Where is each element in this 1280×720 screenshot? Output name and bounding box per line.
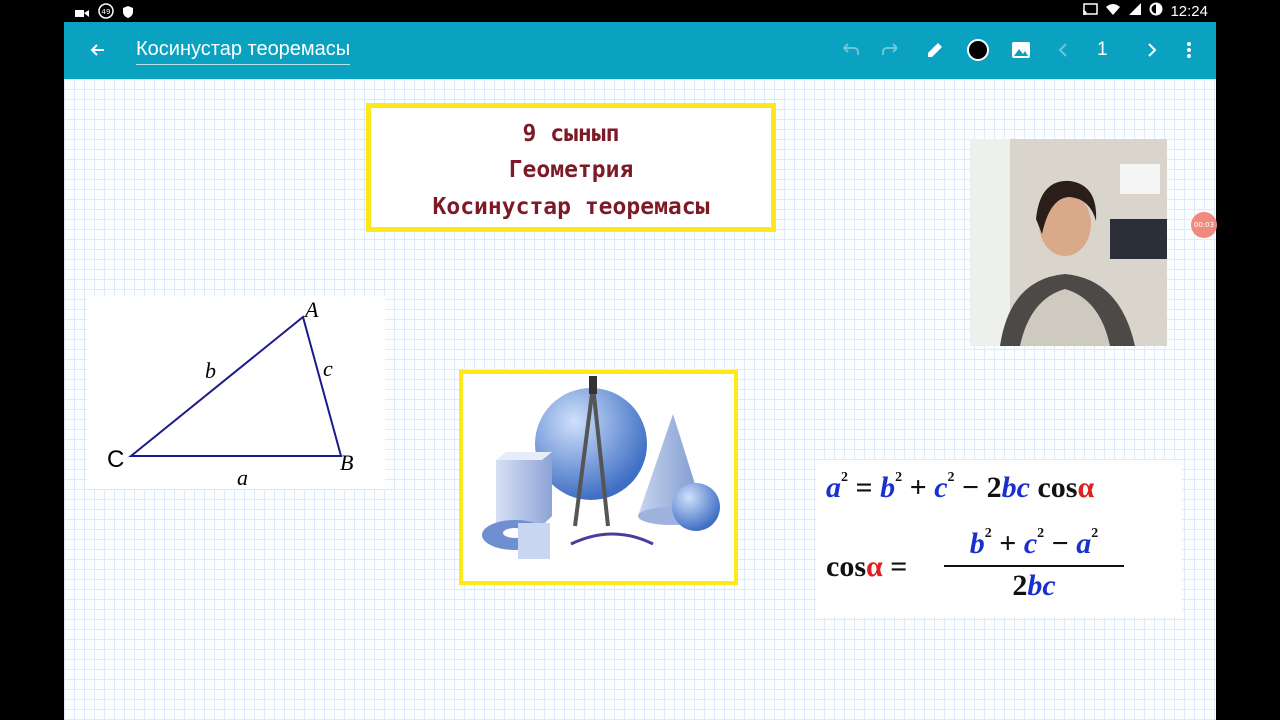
num-minus: − (1044, 527, 1077, 560)
more-vert-icon (1178, 39, 1200, 61)
page-number: 1 (1097, 39, 1108, 60)
pen-button[interactable] (921, 36, 949, 64)
num-b: b (969, 527, 985, 560)
side-b-label: b (205, 358, 216, 383)
undo-button[interactable] (835, 36, 863, 64)
back-button[interactable] (84, 36, 112, 64)
signal-icon (1128, 2, 1142, 20)
recording-timer-label: 00:03 (1193, 221, 1215, 229)
notification-badge-icon (98, 3, 114, 23)
num-exp-b: 2 (984, 526, 992, 541)
formula-line-1 (826, 470, 1094, 505)
undo-icon (838, 39, 860, 61)
num-exp-a: 2 (1091, 526, 1099, 541)
formula-alpha: α (1077, 471, 1095, 504)
exp-c: 2 (947, 470, 955, 485)
formula-minus-two: − 2 (954, 471, 1002, 504)
whiteboard-canvas[interactable] (64, 79, 1216, 720)
chevron-right-icon (1140, 39, 1162, 61)
formula-plus: + (902, 471, 935, 504)
formula-a: a (826, 471, 841, 504)
app-bar (64, 22, 1216, 79)
side-a-label: a (237, 465, 248, 489)
triangle-diagram[interactable] (87, 296, 385, 489)
title-topic: Косинустар теоремасы (432, 194, 710, 220)
previous-page-button[interactable] (1050, 36, 1078, 64)
formula-c: c (934, 471, 948, 504)
arrow-left-icon (84, 36, 112, 64)
redo-button[interactable] (878, 36, 906, 64)
color-swatch-icon (965, 37, 991, 63)
cosine-law-formula[interactable] (816, 460, 1182, 617)
insert-image-button[interactable] (1007, 36, 1035, 64)
title-card[interactable] (366, 103, 776, 232)
exp-b: 2 (895, 470, 903, 485)
num-a: a (1076, 527, 1092, 560)
num-plus: + (991, 527, 1024, 560)
battery-icon (1149, 2, 1163, 20)
pencil-icon (924, 39, 946, 61)
next-page-button[interactable] (1137, 36, 1165, 64)
triangle-shape (131, 317, 341, 456)
side-c-label: c (323, 356, 333, 381)
exp-a: 2 (841, 470, 848, 485)
video-camera-icon (74, 4, 90, 23)
redo-icon (881, 39, 903, 61)
formula-equals: = (848, 471, 881, 504)
formula-bc: bc (1001, 471, 1030, 504)
wifi-icon (1105, 2, 1121, 20)
triangle-svg (87, 296, 385, 489)
num-c: c (1023, 527, 1038, 560)
formula2-equals: = (882, 550, 908, 583)
vertex-b-label: B (340, 450, 354, 475)
vertex-a-label: A (305, 297, 319, 322)
formula-b: b (880, 471, 896, 504)
num-exp-c: 2 (1037, 526, 1045, 541)
fraction-numerator (944, 526, 1124, 567)
svg-text:49: 49 (101, 8, 111, 16)
formula-fraction (944, 526, 1124, 603)
fraction-denominator (944, 567, 1124, 603)
chevron-left-icon (1053, 39, 1075, 61)
recording-timer-button[interactable] (1191, 212, 1217, 238)
formula-line-2-lhs (826, 550, 907, 584)
page-title[interactable]: Косинустар теоремасы (136, 38, 350, 65)
webcam-video-overlay[interactable] (970, 139, 1167, 346)
geometry-solids-illustration (463, 374, 734, 581)
den-two: 2 (1012, 569, 1028, 602)
formula2-alpha: α (866, 550, 883, 583)
more-menu-button[interactable] (1175, 36, 1203, 64)
geometric-shapes-image[interactable] (459, 370, 738, 585)
title-subject: Геометрия (508, 157, 634, 183)
vertex-c-label: C (107, 446, 125, 473)
color-picker-button[interactable] (964, 36, 992, 64)
formula2-cos: cos (826, 550, 866, 583)
shield-icon (122, 4, 134, 23)
clock: 12:24 (1170, 2, 1208, 20)
status-bar (64, 0, 1216, 22)
formula-cos: cos (1029, 471, 1078, 504)
den-bc: bc (1027, 569, 1056, 602)
cast-icon (1082, 2, 1098, 20)
image-icon (1010, 39, 1032, 61)
presenter-video (970, 139, 1167, 346)
title-grade: 9 сынып (522, 121, 620, 147)
